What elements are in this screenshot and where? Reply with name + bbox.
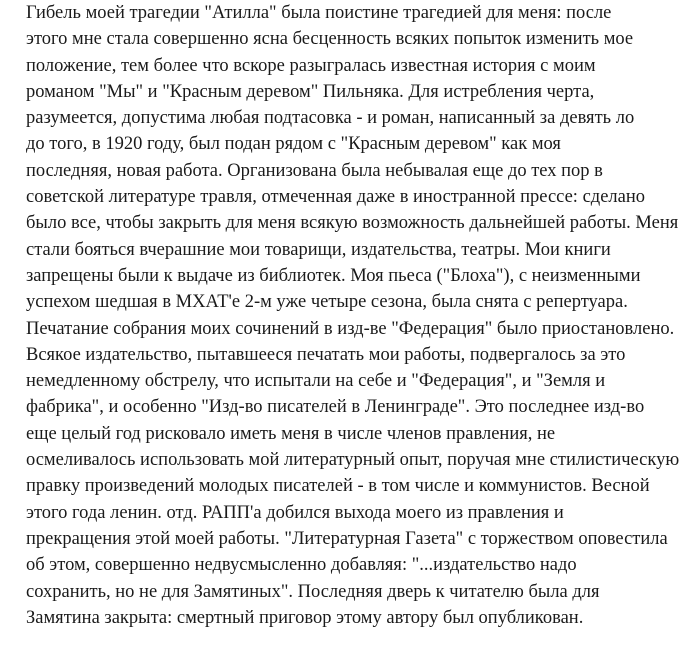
text-line: этого года ленин. отд. РАПП'а добился выхода моего из правления и xyxy=(26,502,564,523)
text-line: еще целый год рисковало иметь меня в числе членов правления, не xyxy=(26,423,556,444)
text-line: романом "Мы" и "Красным деревом" Пильняка. Для истребления черта, xyxy=(26,81,595,102)
text-line: положение, тем более что вскоре разыгралась известная история с моим xyxy=(26,55,596,76)
text-line: последняя, новая работа. Организована была небывалая еще до тех пор в xyxy=(26,160,603,181)
text-line: советской литературе травля, отмеченная даже в иностранной прессе: сделано xyxy=(26,187,646,208)
text-line: успехом шедшая в МХАТ'е 2-м уже четыре сезона, была снята с репертуара. xyxy=(26,292,628,313)
text-line: было все, чтобы закрыть для меня всякую возможность дальнейшей работы. Меня xyxy=(26,213,679,234)
letter-text-block xyxy=(26,0,696,631)
text-line: запрещены были к выдаче из библиотек. Моя пьеса ("Блоха"), с неизменными xyxy=(26,265,641,286)
text-line: этого мне стала совершенно ясна бесценность всяких попыток изменить мое xyxy=(26,29,634,50)
text-line: осмеливалось использовать мой литературный опыт, поручая мне стилистическую xyxy=(26,450,680,471)
text-line: Всякое издательство, пытавшееся печатать мои работы, подвергалось за это xyxy=(26,344,626,365)
text-line: Замятина закрыта: смертный приговор этому автору был опубликован. xyxy=(26,607,584,628)
text-line: немедленному обстрелу, что испытали на себе и "Федерация", и "Земля и xyxy=(26,371,606,392)
text-line: фабрика", и особенно "Изд-во писателей в Ленинграде". Это последнее изд-во xyxy=(26,397,645,418)
text-line: стали бояться вчерашние мои товарищи, издательства, театры. Мои книги xyxy=(26,239,611,260)
text-line: об этом, совершенно недвусмысленно добавляя: "...издательство надо xyxy=(26,555,577,576)
text-line: сохранить, но не для Замятиных". Последняя дверь к читателю была для xyxy=(26,581,600,602)
text-line: правку произведений молодых писателей - в том числе и коммунистов. Весной xyxy=(26,476,650,497)
text-line: Гибель моей трагедии "Атилла" была поистине трагедией для меня: после xyxy=(26,3,612,23)
text-line: разумеется, допустима любая подтасовка - и роман, написанный за девять ло xyxy=(26,108,635,129)
text-line: Печатание собрания моих сочинений в изд-ве "Федерация" было приостановлено. xyxy=(26,318,675,339)
text-line: до того, в 1920 году, был подан рядом с "Красным деревом" как моя xyxy=(26,134,561,155)
text-line: прекращения этой моей работы. "Литературная Газета" с торжеством оповестила xyxy=(26,528,668,549)
